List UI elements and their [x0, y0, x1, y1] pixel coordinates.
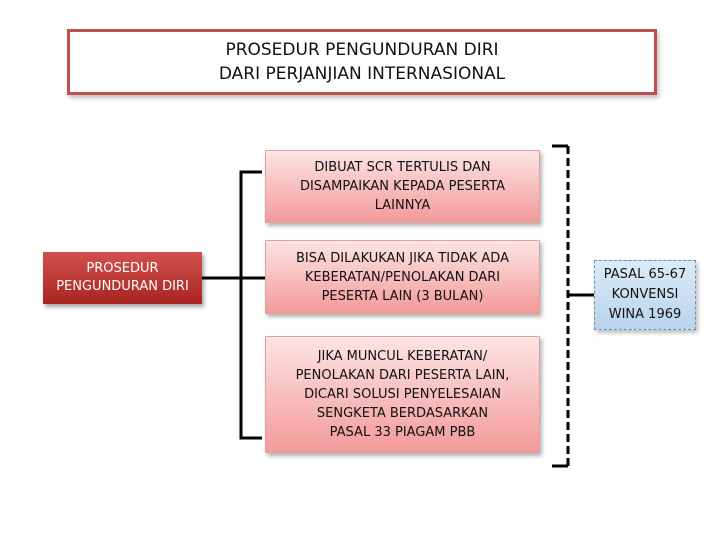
item-3-line-5: PASAL 33 PIAGAM PBB: [329, 425, 476, 440]
item-2-line-2: KEBERATAN/PENOLAKAN DARI: [304, 269, 501, 285]
source-node: [43, 252, 202, 304]
title-line-2: DARI PERJANJIAN INTERNASIONAL: [218, 64, 506, 84]
item-2-line-1: BISA DILAKUKAN JIKA TIDAK ADA: [296, 250, 509, 266]
item-3-line-4: SENGKETA BERDASARKAN: [316, 406, 489, 421]
source-node-line-1: PROSEDUR: [86, 261, 159, 276]
title-line-1: PROSEDUR PENGUNDURAN DIRI: [225, 40, 499, 60]
item-3-line-2: PENOLAKAN DARI PESERTA LAIN,: [295, 368, 510, 383]
item-1-line-2: DISAMPAIKAN KEPADA PESERTA: [299, 179, 506, 194]
item-3-line-1: JIKA MUNCUL KEBERATAN/: [317, 349, 488, 364]
item-3-line-3: DICARI SOLUSI PENYELESAIAN: [304, 387, 501, 402]
item-1-line-1: DIBUAT SCR TERTULIS DAN: [314, 160, 491, 175]
procedure-item-2: [265, 240, 540, 314]
source-node-line-2: PENGUNDURAN DIRI: [56, 279, 189, 294]
item-2-line-3: PESERTA LAIN (3 BULAN): [321, 288, 484, 304]
procedure-item-3: [265, 336, 540, 453]
right-bracket-connector: [552, 146, 594, 466]
left-bracket-connector: [202, 172, 265, 438]
reference-line-1: PASAL 65-67: [603, 267, 687, 282]
item-1-line-3: LAINNYA: [374, 198, 431, 213]
procedure-item-1: [265, 150, 540, 223]
reference-line-3: WINA 1969: [608, 307, 682, 322]
reference-line-2: KONVENSI: [611, 287, 679, 302]
reference-node: [594, 260, 696, 330]
